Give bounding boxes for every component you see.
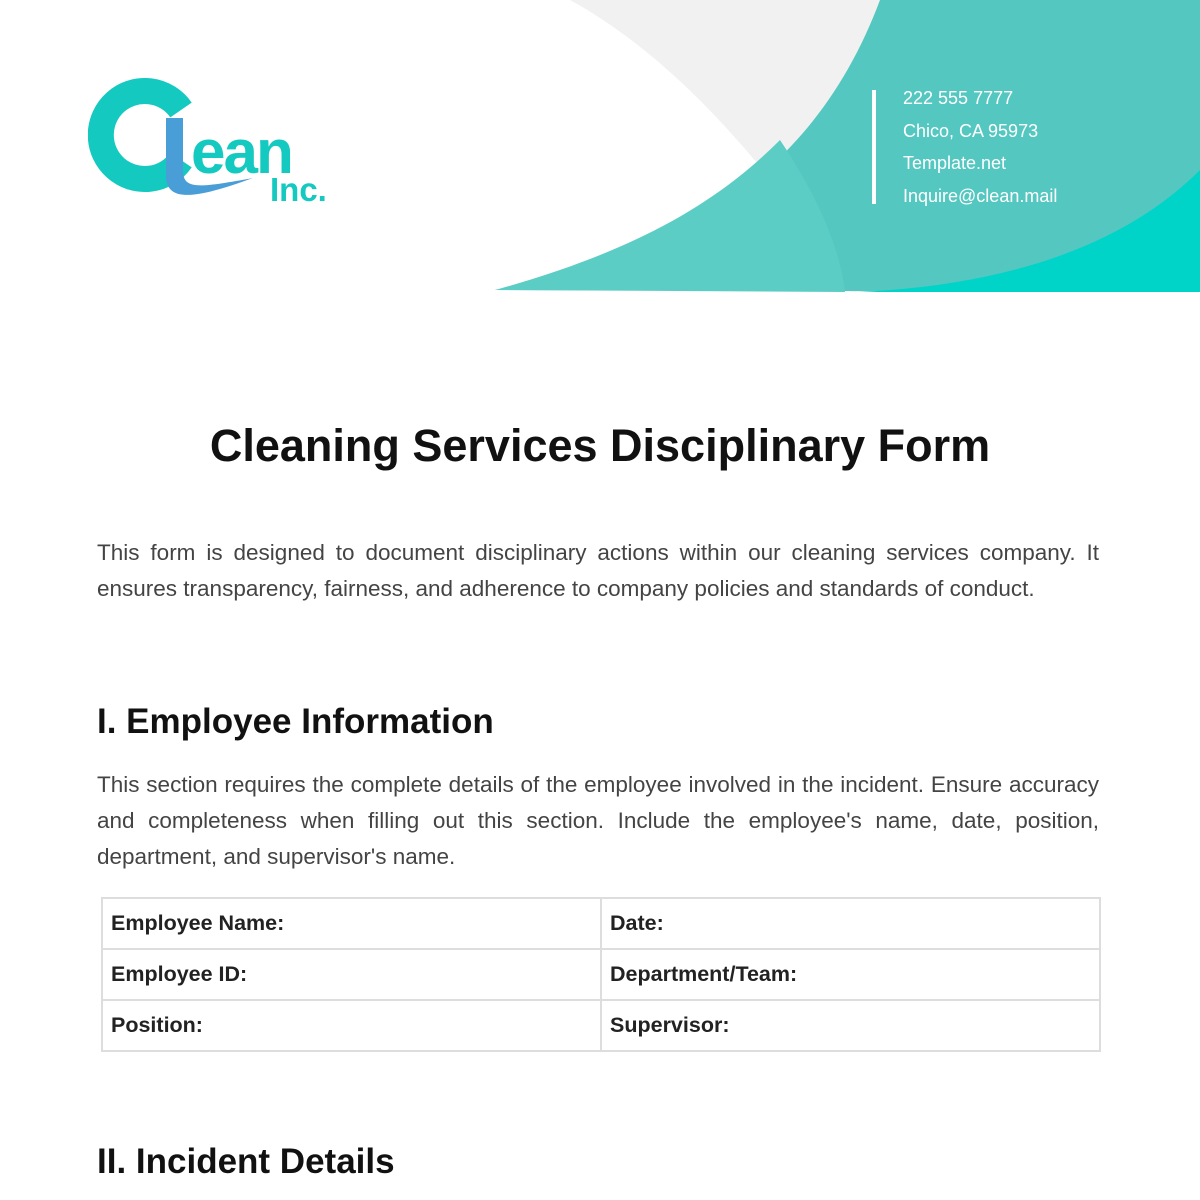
employee-name-field[interactable]: Employee Name: (102, 898, 601, 949)
contact-phone: 222 555 7777 (903, 88, 1014, 108)
intro-text: This form is designed to document disciplinary actions within our cleaning services company. It ensures transparency, fairness, and adherence to company policies and standards of conduct. (97, 540, 1099, 601)
table-row (102, 1000, 1100, 1051)
section-heading-incident-details: II. Incident Details (97, 1142, 395, 1181)
header-banner (0, 0, 1200, 292)
department-field[interactable]: Department/Team: (601, 949, 1100, 1000)
contact-address: Chico, CA 95973 (903, 120, 1039, 141)
svg-text:ean: ean (191, 118, 292, 187)
contact-website: Template.net (903, 153, 1007, 173)
date-field[interactable]: Date: (601, 898, 1100, 949)
page-title: Cleaning Services Disciplinary Form (209, 420, 991, 471)
section-heading-employee-info: I. Employee Information (97, 702, 494, 741)
table-row (102, 898, 1100, 949)
company-logo (88, 78, 348, 208)
section-description: This section requires the complete details of the employee involved in the incident. Ensure accuracy and completeness when filling out this section. Include the employee's name, date, position, department, and supervisor's name. (97, 772, 1099, 869)
employee-info-table (101, 897, 1101, 1052)
contact-info (872, 90, 1057, 204)
employee-id-field[interactable]: Employee ID: (102, 949, 601, 1000)
svg-text:Inc.: Inc. (270, 171, 327, 208)
position-field[interactable]: Position: (102, 1000, 601, 1051)
supervisor-field[interactable]: Supervisor: (601, 1000, 1100, 1051)
contact-email: Inquire@clean.mail (903, 185, 1058, 206)
table-row (102, 949, 1100, 1000)
